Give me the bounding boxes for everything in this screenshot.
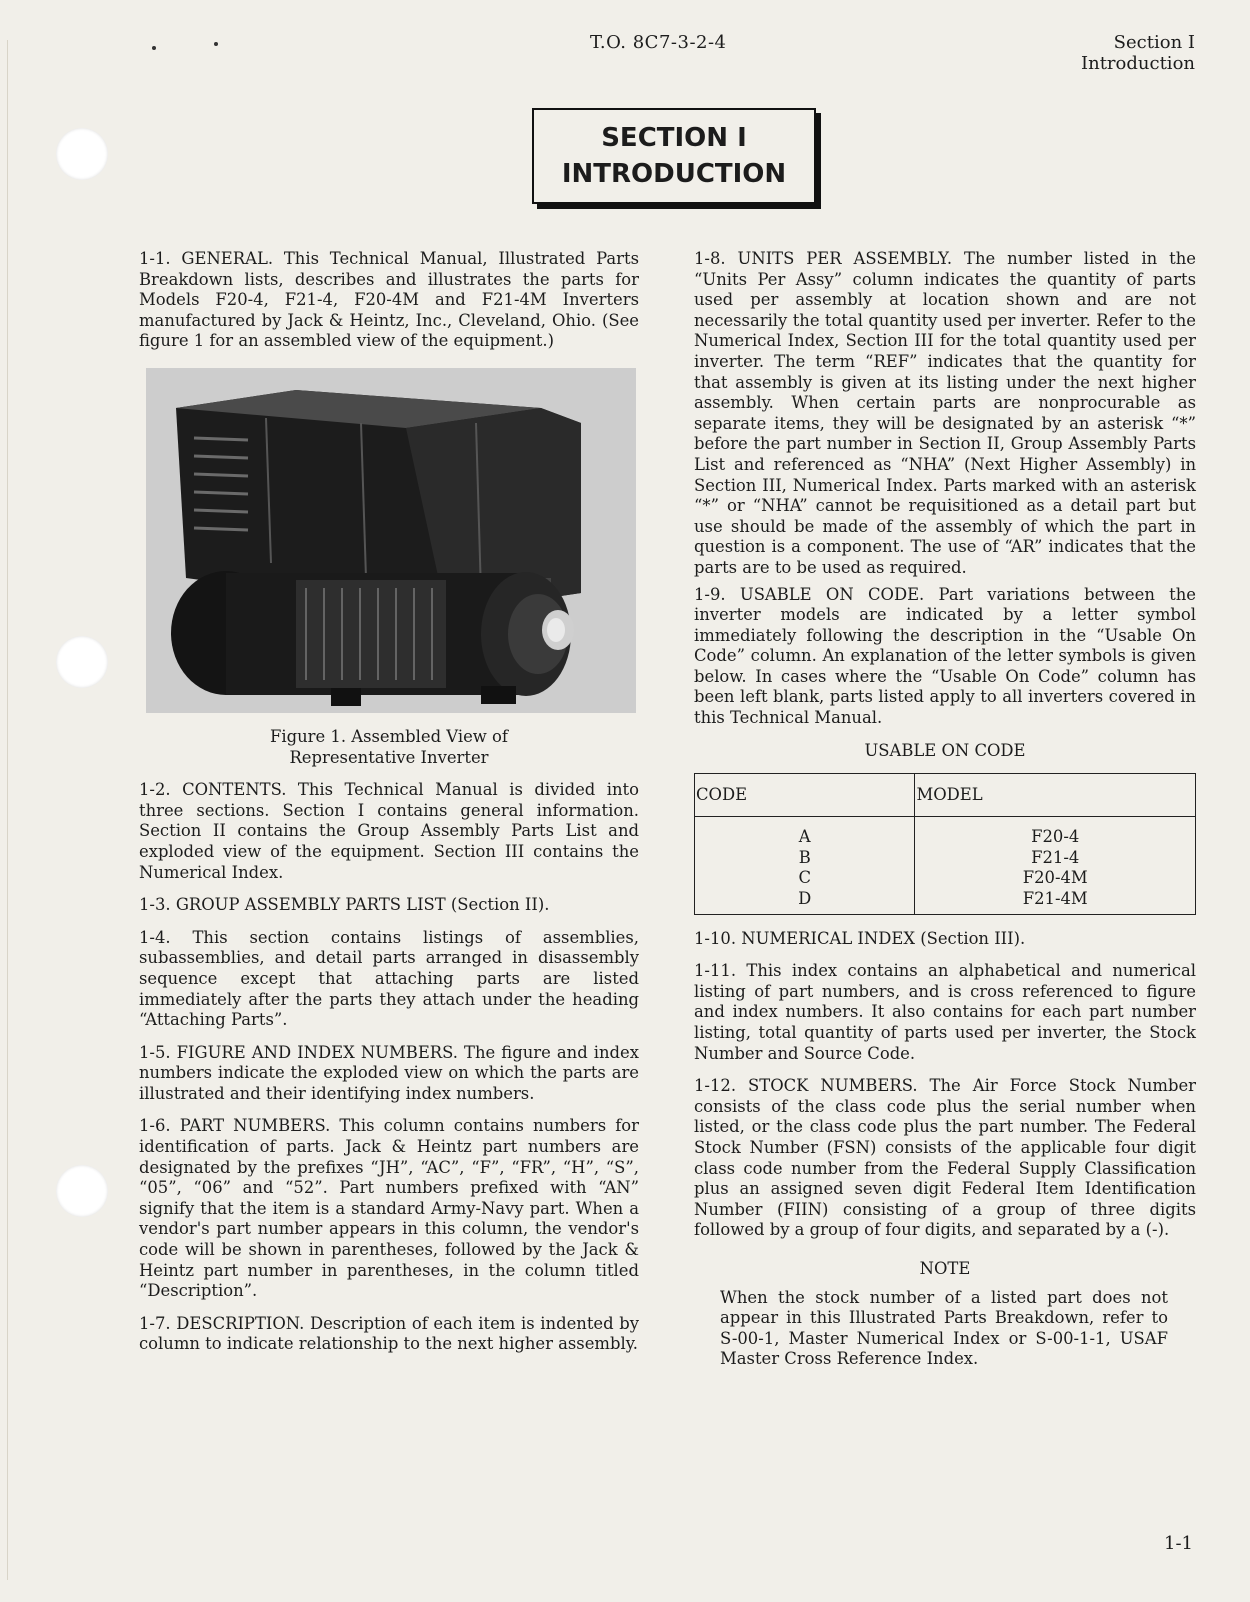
table-title: USABLE ON CODE [864,740,1026,760]
table-cell-model: F20-4M [915,868,1196,889]
paragraph-1-6: 1-6. PART NUMBERS. This column contains numbers for identification of parts. Jack & Heintz part numbers are designated by the prefixes “JH”, “AC”, “F”, “FR”, “H”, “S”, “05”, “06” and “52”. Part numbers prefixed with “AN” signify that the item is a standard Army-Navy part. When a vendor's part number appears in this column, the vendor's code will be shown in parentheses, followed by the Jack & Heintz part number in parentheses, in the column titled “Description”. [139,1116,639,1301]
document-number: T.O. 8C7-3-2-4 [590,32,727,53]
note-body: When the stock number of a listed part does not appear in this Illustrated Parts Breakdown, refer to S-00-1, Master Numerical Index or S-00-1-1, USAF Master Cross Reference Index. [720,1287,1168,1369]
left-column [139,249,639,1367]
section-name: Introduction [1081,53,1195,74]
binder-hole [56,128,108,180]
paragraph-1-2: 1-2. CONTENTS. This Technical Manual is divided into three sections. Section I contains general information. Section II contains the Group Assembly Parts List and exploded view of the equipment. Section III contains the Numerical Index. [139,780,639,882]
section-title-line-2: INTRODUCTION [561,159,787,189]
page-number: 1-1 [1164,1533,1193,1554]
table-cell-code: D [695,889,915,914]
page-speck [214,42,218,46]
running-header [1081,32,1195,74]
table-header-row [695,774,1196,817]
paragraph-1-4: 1-4. This section contains listings of assemblies, subassemblies, and detail parts arranged in disassembly sequence except that attaching parts are listed immediately after the parts they attach under the heading “Attaching Parts”. [139,927,639,1030]
section-label: Section I [1113,32,1195,53]
binder-hole [56,1165,108,1217]
paragraph-1-1: 1-1. GENERAL. This Technical Manual, Illustrated Parts Breakdown lists, describes and illustrates the parts for Models F20-4, F21-4, F20-4M and F21-4M Inverters manufactured by Jack & Heintz, Inc., Cleveland, Ohio. (See figure 1 for an assembled view of the equipment.) [139,249,639,351]
table-row [695,817,1196,848]
table-cell-model: F20-4 [915,817,1196,848]
paragraph-1-10: 1-10. NUMERICAL INDEX (Section III). [694,928,1026,948]
usable-on-code-table [694,773,1196,914]
paragraph-1-5: 1-5. FIGURE AND INDEX NUMBERS. The figure and index numbers indicate the exploded view on which the parts are illustrated and their identifying index numbers. [139,1042,639,1103]
note-title: NOTE [919,1258,971,1278]
table-cell-code: B [695,848,915,869]
table-cell-code: A [695,817,915,848]
table-row [695,848,1196,869]
table-row [695,889,1196,914]
paragraph-1-9: 1-9. USABLE ON CODE. Part variations between the inverter models are indicated by a letter symbol immediately following the description in the “Usable On Code” column. An explanation of the letter symbols is given below. In cases where the “Usable On Code” column has been left blank, parts listed apply to all inverters covered in this Technical Manual. [694,584,1196,728]
table-cell-model: F21-4M [915,889,1196,914]
margin-line [7,40,8,1580]
paragraph-1-8: 1-8. UNITS PER ASSEMBLY. The number listed in the “Units Per Assy” column indicates the quantity of parts used per assembly at location shown and are not necessarily the total quantity used per inverter. Refer to the Numerical Index, Section III for the total quantity used per inverter. The term “REF” indicates that the quantity for that assembly is given at its listing under the next higher assembly. When certain parts are nonprocurable as separate items, they will be designated by an asterisk “*” before the part number in Section II, Group Assembly Parts List and referenced as “NHA” (Next Higher Assembly) in Section III, Numerical Index. Parts marked with an asterisk “*” or “NHA” cannot be requisitioned as a detail part but use should be made of the assembly of which the part in question is a component. The use of “AR” indicates that the parts are to be used as required. [694,249,1196,577]
paragraph-1-3: 1-3. GROUP ASSEMBLY PARTS LIST (Section II). [139,895,550,915]
table-cell-code: C [695,868,915,889]
figure-caption [139,727,639,768]
table-cell-model: F21-4 [915,848,1196,869]
figure-caption-line-2: Representative Inverter [289,747,489,767]
inverter-photo [146,368,636,713]
figure-caption-line-1: Figure 1. Assembled View of [270,726,508,746]
paragraph-1-7: 1-7. DESCRIPTION. Description of each item is indented by column to indicate relationship to the next higher assembly. [139,1313,639,1354]
page-speck [152,46,156,50]
section-title-box [532,108,816,204]
table-header-code: CODE [695,774,915,817]
paragraph-1-11: 1-11. This index contains an alphabetical and numerical listing of part numbers, and is cross referenced to figure and index numbers. It also contains for each part number listing, total quantity of parts used per inverter, the Stock Number and Source Code. [694,961,1196,1063]
binder-hole [56,636,108,688]
paragraph-1-12: 1-12. STOCK NUMBERS. The Air Force Stock Number consists of the class code plus the serial number when listed, or the class code plus the part number. The Federal Stock Number (FSN) consists of the applicable four digit class code number from the Federal Supply Classification plus an assigned seven digit Federal Item Identification Number (FIIN) consisting of a group of three digits followed by a group of four digits, and separated by a (-). [694,1076,1196,1240]
table-row [695,868,1196,889]
section-title-line-1: SECTION I [601,123,747,153]
inverter-illustration [146,368,636,713]
right-column [694,249,1196,1370]
table-header-model: MODEL [915,774,1196,817]
